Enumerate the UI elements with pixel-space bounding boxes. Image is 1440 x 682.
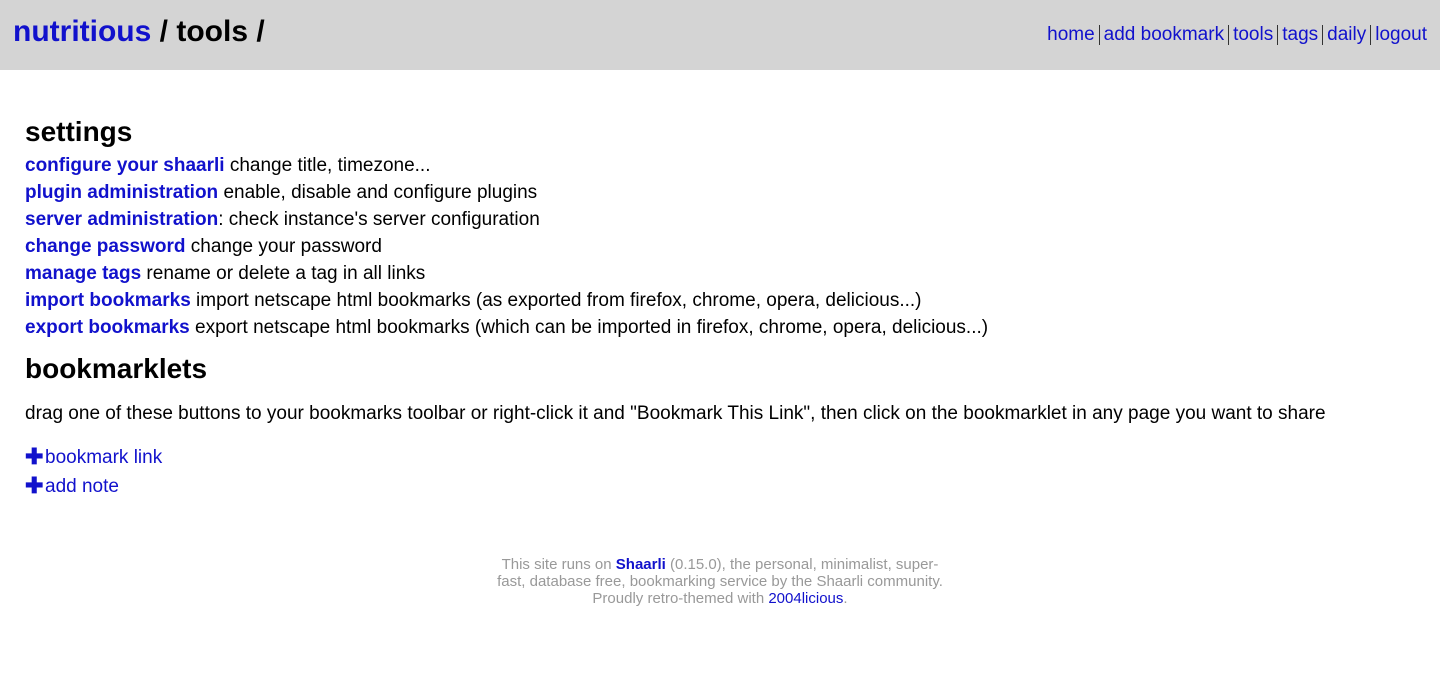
nav-tags-link[interactable]: tags — [1282, 24, 1319, 45]
settings-item-description: change your password — [185, 236, 382, 257]
export-bookmarks-link[interactable]: export bookmarks — [25, 317, 190, 338]
page-header — [0, 0, 1440, 70]
bookmarklets-heading: bookmarklets — [25, 353, 208, 384]
footer-line — [0, 590, 1440, 607]
breadcrumb-trailing-separator: / — [256, 15, 265, 48]
nav-add-bookmark-link[interactable]: add bookmark — [1103, 24, 1225, 45]
plus-icon: ✚ — [25, 444, 44, 469]
bookmarklet-buttons — [25, 443, 1405, 501]
footer-line — [0, 556, 1440, 573]
import-bookmarks-link[interactable]: import bookmarks — [25, 290, 191, 311]
bookmark-link-bookmarklet[interactable] — [25, 443, 1405, 472]
settings-item — [25, 233, 1405, 260]
page-footer — [0, 556, 1440, 607]
configure-shaarli-link[interactable]: configure your shaarli — [25, 155, 225, 176]
shaarli-link[interactable]: Shaarli — [615, 556, 666, 573]
site-name-link[interactable]: nutritious — [13, 15, 152, 48]
footer-text: This site runs on — [501, 556, 616, 573]
footer-text: . — [843, 590, 848, 607]
theme-link[interactable]: 2004licious — [768, 590, 844, 607]
manage-tags-link[interactable]: manage tags — [25, 263, 142, 284]
settings-heading: settings — [25, 116, 133, 147]
bookmarklets-description: drag one of these buttons to your bookmarks toolbar or right-click it and "Bookmark This Link", then click on the bookmarklet in any page you want to share — [25, 403, 1326, 424]
settings-item — [25, 206, 1405, 233]
nav-tools-link[interactable]: tools — [1233, 24, 1274, 45]
top-nav — [1047, 23, 1427, 47]
settings-item-description: export netscape html bookmarks (which can be imported in firefox, chrome, opera, delicious...) — [189, 317, 989, 338]
breadcrumb-separator: / — [159, 15, 168, 48]
settings-item-description: rename or delete a tag in all links — [141, 263, 426, 284]
footer-text: Proudly retro-themed with — [592, 590, 769, 607]
settings-list — [25, 152, 1405, 341]
bookmarklet-label: add note — [45, 476, 119, 497]
settings-item-description: : check instance's server configuration — [218, 209, 540, 230]
server-administration-link[interactable]: server administration — [25, 209, 219, 230]
nav-daily-link[interactable]: daily — [1327, 24, 1367, 45]
settings-item — [25, 260, 1405, 287]
settings-item-description: change title, timezone... — [224, 155, 431, 176]
settings-item — [25, 314, 1405, 341]
main-content — [25, 114, 1405, 501]
plugin-administration-link[interactable]: plugin administration — [25, 182, 219, 203]
footer-text: (0.15.0), the personal, minimalist, super- — [665, 556, 939, 573]
settings-item-description: import netscape html bookmarks (as exported from firefox, chrome, opera, delicious...) — [190, 290, 922, 311]
plus-icon: ✚ — [25, 473, 44, 498]
add-note-bookmarklet[interactable] — [25, 472, 1405, 501]
change-password-link[interactable]: change password — [25, 236, 186, 257]
page-title — [13, 13, 265, 51]
settings-item-description: enable, disable and configure plugins — [218, 182, 538, 203]
settings-item — [25, 287, 1405, 314]
settings-item — [25, 179, 1405, 206]
breadcrumb-section: tools — [176, 15, 249, 48]
settings-item — [25, 152, 1405, 179]
nav-logout-link[interactable]: logout — [1375, 24, 1427, 45]
bookmarklet-label: bookmark link — [45, 447, 163, 468]
nav-home-link[interactable]: home — [1047, 24, 1095, 45]
footer-line: fast, database free, bookmarking service by the Shaarli community. — [497, 573, 943, 590]
